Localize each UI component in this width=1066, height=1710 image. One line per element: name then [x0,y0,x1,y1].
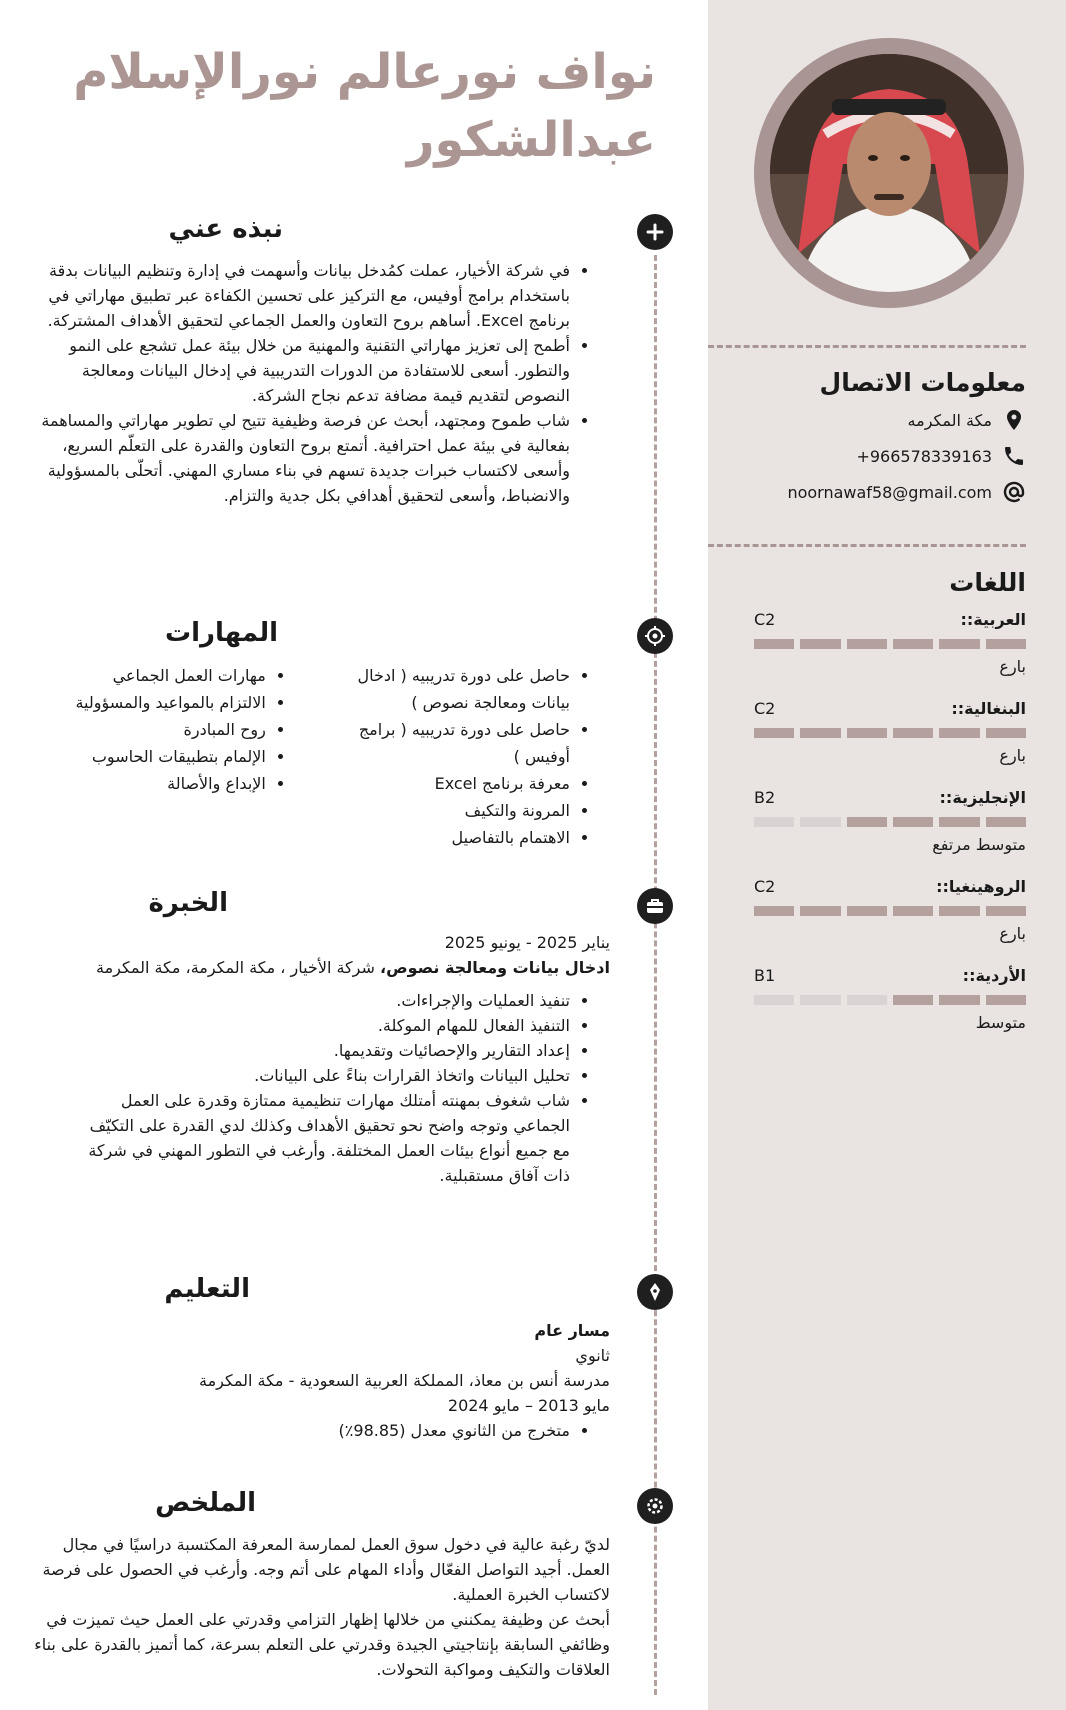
profile-photo [770,54,1008,292]
language-item [754,874,1026,946]
sidebar [708,0,1066,1710]
skill-item: • مهارات العمل الجماعي [0,662,266,689]
contact-email [726,480,1026,504]
language-code: C2 [754,876,776,896]
about-item: • أطمح إلى تعزيز مهاراتي التقنية والمهنية من خلال بيئة عمل تشجع على النمو والتطور. أسعى للاستفادة من الدورات التدريبية في إدخال البيانات ومعالجة النصوص لتقديم قيمة مضافة تدعم نجاح الشركة. [32,333,570,408]
level-segment [754,906,794,916]
level-segment [893,817,933,827]
experience-item: • شاب شغوف بمهنته أمتلك مهارات تنظيمية ممتازة وقدرة على العمل الجماعي وتوجه واضح نحو تحقيق الأهداف وكذلك لدي القدرة على التكيّف مع جميع أنواع بيئات العمل المختلفة. وأرغب في التطور المهني في شركة ذات آفاق مستقبلية. [70,1088,570,1188]
profile-photo-frame [754,38,1024,308]
email-text[interactable]: noornawaf58@gmail.com [787,482,992,502]
summary-paragraph: لديّ رغبة عالية في دخول سوق العمل لممارسة المعرفة المكتسبة دراسيًا في مجال العمل. أجيد التواصل الفعّال وأداء المهام على أتم وجه. وأرغب في الحصول على فرصة لاكتساب الخبرة العملية. [42,1535,610,1604]
summary-paragraph: أبحث عن وظيفة يمكنني من خلالها إظهار التزامي وقدرتي على العمل حيث تميزت في وظائفي السابقة بإنتاجيتي الجيدة وقدرتي على التعلم بسرعة، كما أتميز بالقدرة على بناء العلاقات والتكيف ومواكبة التحولات. [34,1610,610,1679]
skills-column [316,662,592,851]
skill-item: • الإلمام بتطبيقات الحاسوب [0,743,266,770]
experience-company: شركة الأخيار ، مكة المكرمة، مكة المكرمة [96,958,380,977]
language-level: بارع [999,746,1026,765]
level-segment [939,906,979,916]
language-name: الأردية:: [962,965,1026,985]
experience-title: الخبرة [148,888,228,918]
skill-item: • الاهتمام بالتفاصيل [316,824,570,851]
language-name: الروهينغيا:: [936,876,1026,896]
language-item [754,963,1026,1035]
skills-section [0,662,592,851]
contact-phone [726,444,1026,468]
level-segment [800,995,840,1005]
level-segment [847,728,887,738]
level-segment [986,995,1026,1005]
level-segment [893,906,933,916]
level-segment [939,728,979,738]
level-segment [754,995,794,1005]
level-segment [754,639,794,649]
pen-nib-icon [637,1274,673,1310]
language-level: بارع [999,924,1026,943]
level-segment [939,995,979,1005]
portrait-illustration [770,54,1008,292]
level-segment [939,817,979,827]
plus-icon [637,214,673,250]
summary-title: الملخص [155,1488,256,1518]
education-section [70,1318,610,1443]
language-code: B1 [754,965,776,985]
skill-item: • حاصل على دورة تدريبيه ( برامج أوفيس ) [316,716,570,770]
language-name: البنغالية:: [951,698,1026,718]
experience-item: • تحليل البيانات واتخاذ القرارات بناءً على البيانات. [70,1063,570,1088]
phone-icon [1002,444,1026,468]
timeline-line [654,255,657,1695]
skill-item: • حاصل على دورة تدريبيه ( ادخال بيانات ومعالجة نصوص ) [316,662,570,716]
experience-role: ادخال بيانات ومعالجة نصوص، [379,958,610,977]
skills-title: المهارات [164,618,278,648]
level-segment [847,995,887,1005]
phone-text[interactable]: +966578339163 [856,446,992,466]
level-segment [986,639,1026,649]
summary-section [30,1532,610,1682]
language-name: الإنجليزية:: [939,787,1026,807]
skill-item: • الالتزام بالمواعيد والمسؤولية [0,689,266,716]
languages-heading: اللغات [949,568,1026,597]
location-text: مكة المكرمه [907,410,992,430]
level-segment [754,728,794,738]
language-item [754,607,1026,679]
level-segment [893,639,933,649]
skill-item: • معرفة برنامج Excel [316,770,570,797]
level-segment [754,817,794,827]
education-school: مدرسة أنس بن معاذ، المملكة العربية السعودية - مكة المكرمة [199,1371,610,1390]
language-level: متوسط مرتفع [932,835,1026,854]
education-level: ثانوي [575,1346,610,1365]
about-item: • في شركة الأخيار، عملت كمُدخل بيانات وأسهمت في إدارة وتنظيم البيانات بدقة باستخدام برامج أوفيس، مع التركيز على تحسين الكفاءة عبر تطبيق مهاراتي في برنامج Excel. أساهم بروح التعاون والعمل الجماعي لتحقيق الأهداف المشتركة. [32,258,570,333]
language-code: C2 [754,609,776,629]
about-title: نبذه عني [168,214,283,244]
level-segment [986,906,1026,916]
language-item [754,696,1026,768]
at-sign-icon [1002,480,1026,504]
sidebar-divider [708,345,1026,348]
level-segment [800,906,840,916]
about-item: • شاب طموح ومجتهد، أبحث عن فرصة وظيفية تتيح لي تطوير مهاراتي والمساهمة بفعالية في بيئة عمل احترافية. أتمتع بروح التعاون والقدرة على التعلّم السريع، وأسعى لاكتساب خبرات جديدة تسهم في بناء مساري المهني. أتحلّى بالمسؤولية والانضباط، وأسعى لتحقيق أهدافي بكل جدية والتزام. [32,408,570,508]
language-level-bar [754,728,1026,738]
skills-column [0,662,288,851]
level-segment [800,728,840,738]
skill-item: • الإبداع والأصالة [0,770,266,797]
level-segment [893,728,933,738]
experience-dates: يناير 2025 - يونيو 2025 [444,933,610,952]
language-level-bar [754,906,1026,916]
language-level-bar [754,817,1026,827]
experience-item: • إعداد التقارير والإحصائيات وتقديمها. [70,1038,570,1063]
level-segment [986,728,1026,738]
location-pin-icon [1002,408,1026,432]
education-title: التعليم [164,1274,250,1304]
language-item [754,785,1026,857]
summary-gear-icon [637,1488,673,1524]
level-segment [939,639,979,649]
level-segment [800,817,840,827]
level-segment [893,995,933,1005]
experience-item: • التنفيذ الفعال للمهام الموكلة. [70,1013,570,1038]
education-track: مسار عام [534,1321,610,1340]
experience-item: • تنفيذ العمليات والإجراءات. [70,988,570,1013]
language-code: C2 [754,698,776,718]
education-item: • متخرج من الثانوي معدل (98.85٪) [70,1418,570,1443]
language-level: بارع [999,657,1026,676]
language-code: B2 [754,787,776,807]
contact-heading: معلومات الاتصال [819,368,1026,397]
experience-role-line [70,955,610,980]
about-section [32,258,592,508]
level-segment [847,639,887,649]
full-name: نواف نورعالم نورالإسلام عبدالشكور [73,44,656,168]
language-level-bar [754,639,1026,649]
experience-section [70,930,610,1188]
level-segment [847,906,887,916]
level-segment [800,639,840,649]
briefcase-icon [637,888,673,924]
skill-item: • المرونة والتكيف [316,797,570,824]
sidebar-divider [708,544,1026,547]
level-segment [847,817,887,827]
skill-item: • روح المبادرة [0,716,266,743]
language-name: العربية:: [960,609,1026,629]
level-segment [986,817,1026,827]
skills-gear-icon [637,618,673,654]
language-level-bar [754,995,1026,1005]
contact-location [726,408,1026,432]
education-dates: مايو 2013 – مايو 2024 [447,1396,610,1415]
language-level: متوسط [975,1013,1026,1032]
